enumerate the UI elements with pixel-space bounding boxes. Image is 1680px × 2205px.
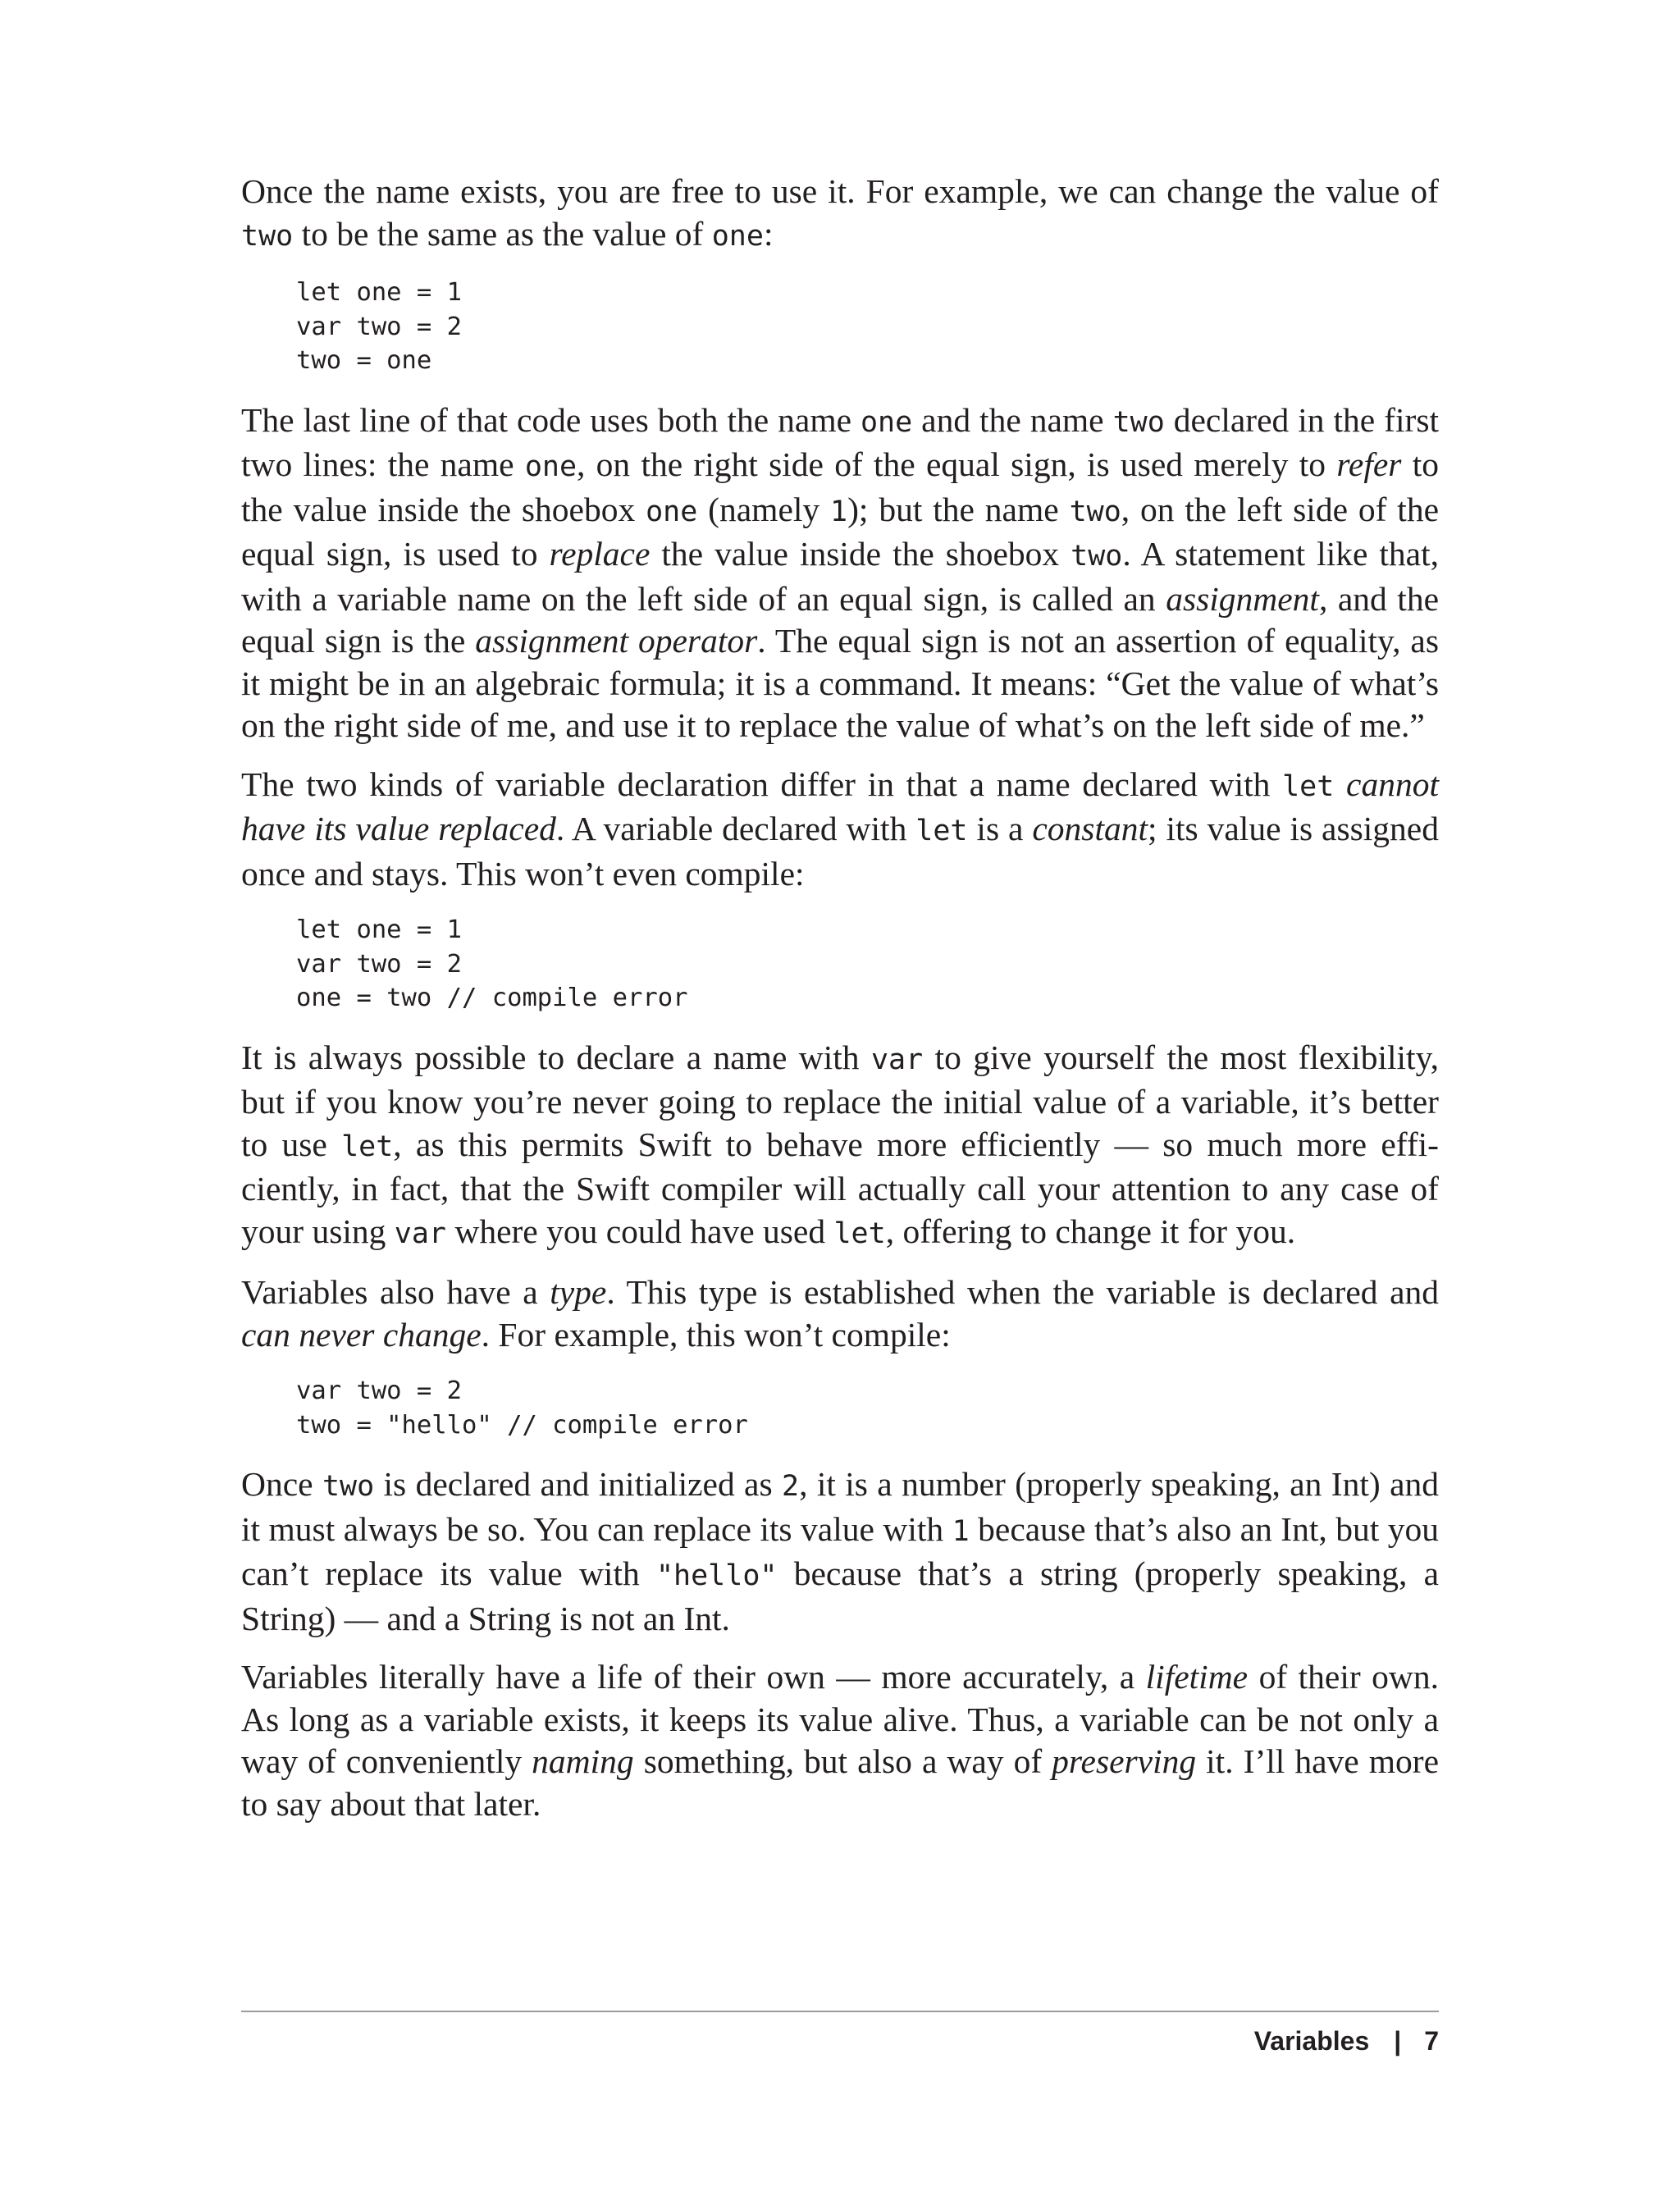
text-run: : (763, 214, 774, 253)
text-run: , on the right side of the equal sign, is used merely to (577, 445, 1337, 483)
code-line: var two = 2 (296, 312, 462, 341)
running-footer (1254, 2025, 1439, 2057)
emphasis: assignment (1166, 579, 1319, 618)
emphasis: lifetime (1145, 1658, 1249, 1696)
emphasis: preserving (1052, 1742, 1197, 1780)
text-run: . The equal sign is not an assertion of equality, as it might be in an algebraic formula; it is a command. It means: “Get the value of what’s on the right side of me, and use it to replace the value of what’s on the left side of me.” (241, 622, 1440, 744)
text-run: , as this permits Swift to behave more efficiently — so much more efficiently, in fact, that the Swift compiler will actually call your attention to any case of your using (241, 1125, 1439, 1250)
text-run: Once (241, 1465, 322, 1503)
text-run: Variables also have a (241, 1273, 550, 1311)
inline-code: two (1071, 540, 1123, 573)
text-run: (namely (697, 490, 831, 528)
emphasis: can never change (241, 1315, 482, 1354)
code-line: two = "hello" // compile error (296, 1410, 748, 1440)
text-run: of their own. As long as a variable exists, it keeps its value alive. Thus, a variable can be not only a way of conveniently (241, 1658, 1439, 1780)
page-body (241, 171, 1439, 1842)
inline-code: one (860, 405, 913, 439)
inline-code: var (394, 1217, 446, 1250)
inline-code: two (241, 219, 294, 253)
emphasis: assignment operator (475, 622, 758, 660)
text-run: The last line of that code uses both the name (241, 400, 861, 439)
inline-code: one (711, 219, 764, 253)
text-run: , offering to change it for you. (885, 1212, 1296, 1250)
code-block (296, 1374, 1439, 1442)
footer-divider (241, 2011, 1439, 2012)
paragraph (241, 1656, 1439, 1825)
page-number: 7 (1424, 2026, 1439, 2056)
text-run (1334, 765, 1346, 803)
footer-section-title: Variables (1253, 2026, 1370, 2056)
code-line: let one = 1 (296, 915, 462, 944)
inline-code: one (646, 495, 698, 528)
code-line: var two = 2 (296, 1376, 462, 1405)
text-run: . A statement like that, with a variable name on the left side of an equal sign, is called an (241, 535, 1440, 618)
inline-code: let (915, 815, 968, 847)
paragraph (241, 1037, 1439, 1256)
text-run: declared in the first two lines: the name (241, 400, 1439, 483)
text-run: because that’s also an Int, but you can’t replace its value with (241, 1509, 1439, 1592)
inline-code: 1 (830, 495, 848, 528)
code-block (296, 913, 1439, 1016)
text-run: , on the left side of the equal sign, is used to (241, 490, 1440, 573)
emphasis: replace (549, 535, 651, 573)
paragraph (241, 1271, 1439, 1356)
emphasis: naming (532, 1742, 634, 1780)
text-run: and the name (912, 400, 1113, 439)
inline-code: var (870, 1043, 924, 1076)
text-run: . This type is established when the variable is declared and (606, 1273, 1439, 1311)
text-run: to be the same as the value of (293, 214, 712, 253)
emphasis: cannot have its value replaced (241, 765, 1439, 847)
text-run: because that’s a string (properly speaking, a String) — and a String is not an Int. (241, 1554, 1439, 1637)
inline-code: 1 (952, 1514, 970, 1548)
inline-code: let (341, 1130, 394, 1163)
text-run: It is always possible to declare a name with (241, 1038, 871, 1076)
footer-separator: | (1394, 2026, 1402, 2056)
emphasis: type (550, 1273, 607, 1311)
inline-code: one (524, 450, 578, 483)
inline-code: "hello" (655, 1559, 778, 1592)
inline-code: let (833, 1217, 886, 1250)
inline-code: two (322, 1470, 375, 1503)
text-run: , it is a number (properly speaking, an Int) and it must always be so. You can replace its value with (241, 1465, 1439, 1548)
emphasis: constant (1032, 810, 1148, 847)
text-run: it. I’ll have more to say about that later. (241, 1742, 1439, 1823)
paragraph (241, 764, 1439, 896)
code-block (296, 276, 1439, 378)
paragraph (241, 1463, 1439, 1640)
paragraph (241, 399, 1439, 747)
code-line: two = one (296, 346, 432, 375)
inline-code: two (1112, 405, 1165, 439)
emphasis: refer (1336, 445, 1402, 483)
inline-code: let (1282, 769, 1335, 803)
text-run: to the value inside the shoebox (241, 445, 1440, 528)
text-run: to give yourself the most flexibility, but if you know you’re never going to replace the initial value of a variable, it’s better to use (241, 1038, 1439, 1163)
text-run: Once the name exists, you are free to use it. For example, we can change the value of (241, 172, 1439, 210)
text-run: , and the equal sign is the (241, 579, 1440, 660)
code-line: one = two // compile error (296, 984, 688, 1012)
paragraph (241, 171, 1439, 258)
text-run: is declared and initialized as (374, 1465, 782, 1503)
text-run: is a (967, 810, 1033, 847)
text-run: Variables literally have a life of their own — more accurately, a (241, 1658, 1146, 1696)
text-run: the value inside the shoebox (650, 535, 1071, 573)
text-run: . For example, this won’t compile: (481, 1315, 951, 1354)
code-line: var two = 2 (296, 949, 462, 979)
inline-code: two (1069, 495, 1121, 528)
text-run: where you could have used (445, 1212, 834, 1250)
code-line: let one = 1 (296, 278, 462, 307)
text-run: ; its value is assigned once and stays. This won’t even compile: (241, 810, 1439, 892)
inline-code: 2 (782, 1470, 800, 1503)
text-run: ); but the name (847, 490, 1070, 528)
text-run: . A variable declared with (555, 810, 916, 847)
text-run: something, but also a way of (633, 1742, 1052, 1780)
text-run: The two kinds of variable declaration differ in that a name declared with (241, 765, 1283, 803)
